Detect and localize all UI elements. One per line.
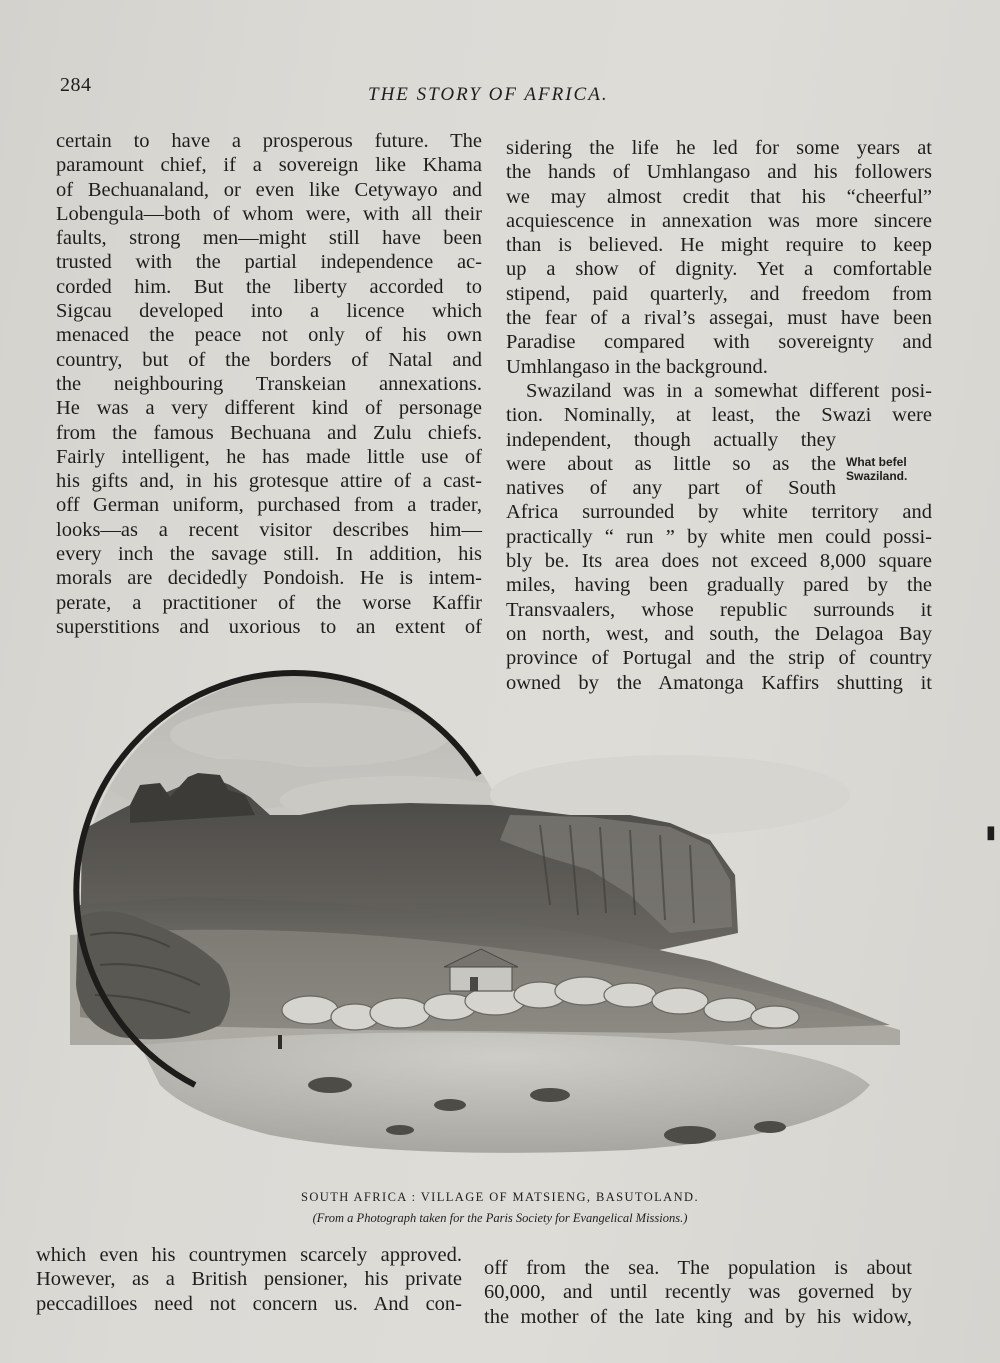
edge-scan-mark: ▮	[986, 822, 996, 842]
text-line: were about as little so as the	[506, 452, 836, 475]
text-line: which even his countrymen scarcely approved.	[36, 1244, 462, 1266]
text-line: morals are decidedly Pondoish. He is intem-	[56, 567, 482, 590]
text-line: Sigcau developed into a licence which	[56, 300, 482, 323]
text-line: the fear of a rival’s assegai, must have been	[506, 307, 932, 330]
text-line: trusted with the partial independence ac-	[56, 251, 482, 274]
text-line: we may almost credit that his “cheerful”	[506, 185, 932, 208]
text-line: off German uniform, purchased from a trader,	[56, 494, 482, 517]
sidenote-line: Swaziland.	[846, 469, 908, 483]
text-paragraph	[506, 379, 932, 695]
text-line: up a show of dignity. Yet a comfortable	[506, 258, 932, 281]
text-line: tion. Nominally, at least, the Swazi were	[506, 404, 932, 427]
running-title: THE STORY OF AFRICA.	[368, 84, 609, 105]
text-line: corded him. But the liberty accorded to	[56, 275, 482, 298]
text-paragraph	[506, 136, 932, 379]
text-line: province of Portugal and the strip of country	[506, 647, 932, 670]
text-line: owned by the Amatonga Kaffirs shutting it	[506, 671, 932, 694]
illustration-credit: (From a Photograph taken for the Paris Society for Evangelical Missions.)	[312, 1211, 688, 1225]
text-line: peccadilloes need not concern us. And con-	[36, 1292, 462, 1315]
margin-sidenote	[846, 455, 936, 483]
right-column-bottom	[484, 1256, 912, 1329]
text-line: looks—as a recent visitor describes him—	[56, 518, 482, 541]
left-column-bottom	[36, 1243, 462, 1316]
text-line: country, but of the borders of Natal and	[56, 348, 482, 371]
text-line: sidering the life he led for some years at	[506, 137, 932, 159]
text-line: Umhlangaso in the background.	[506, 355, 768, 378]
text-line: faults, strong men—might still have been	[56, 227, 482, 250]
text-line: the mother of the late king and by his widow,	[484, 1305, 912, 1328]
left-column-top	[56, 129, 482, 639]
text-line: perate, a practitioner of the worse Kaffir	[56, 591, 482, 614]
illustration-caption: SOUTH AFRICA : VILLAGE OF MATSIENG, BASUTOLAND.	[300, 1190, 699, 1204]
text-line: practically “ run ” by white men could possi-	[506, 525, 932, 548]
sidenote-line: What befel	[846, 455, 907, 469]
text-line: Africa surrounded by white territory and	[506, 501, 932, 524]
text-line: stipend, paid quarterly, and freedom from	[506, 282, 932, 305]
text-line: off from the sea. The population is about	[484, 1257, 912, 1279]
text-line: of Bechuanaland, or even like Cetywayo and	[56, 178, 482, 201]
illustration-village-landscape	[70, 665, 915, 1160]
text-line: Swaziland was in a somewhat different posi-	[526, 379, 932, 402]
text-line: every inch the savage still. In addition, his	[56, 543, 482, 566]
text-line: the neighbouring Transkeian annexations.	[56, 372, 482, 395]
text-line: acquiescence in annexation was more sincere	[506, 209, 932, 232]
text-line: on north, west, and south, the Delagoa Bay	[506, 622, 932, 645]
text-line: certain to have a prosperous future. The	[56, 130, 482, 152]
text-line: from the famous Bechuana and Zulu chiefs.	[56, 421, 482, 444]
text-line: However, as a British pensioner, his private	[36, 1268, 462, 1291]
text-paragraph	[36, 1243, 462, 1316]
text-line: superstitions and uxorious to an extent of	[56, 615, 482, 638]
page-number: 284	[60, 74, 92, 96]
text-line: miles, having been gradually pared by the	[506, 574, 932, 597]
text-line: Fairly intelligent, he has made little use of	[56, 445, 482, 468]
text-line: the hands of Umhlangaso and his followers	[506, 161, 932, 184]
right-column-top	[506, 136, 932, 695]
text-line: bly be. Its area does not exceed 8,000 square	[506, 550, 932, 573]
text-line: 60,000, and until recently was governed by	[484, 1281, 912, 1304]
text-paragraph	[56, 129, 482, 639]
text-line: Paradise compared with sovereignty and	[506, 331, 932, 354]
text-line: his gifts and, in his grotesque attire of a cast-	[56, 470, 482, 493]
text-line: paramount chief, if a sovereign like Khama	[56, 154, 482, 177]
text-paragraph	[484, 1256, 912, 1329]
text-line: Lobengula—both of whom were, with all their	[56, 202, 482, 225]
text-line: natives of any part of South	[506, 477, 836, 500]
text-line: than is believed. He might require to keep	[506, 234, 932, 257]
text-line: menaced the peace not only of his own	[56, 324, 482, 347]
text-line: He was a very different kind of personage	[56, 397, 482, 420]
text-line: Transvaalers, whose republic surrounds it	[506, 598, 932, 621]
text-line: independent, though actually they	[506, 428, 836, 451]
